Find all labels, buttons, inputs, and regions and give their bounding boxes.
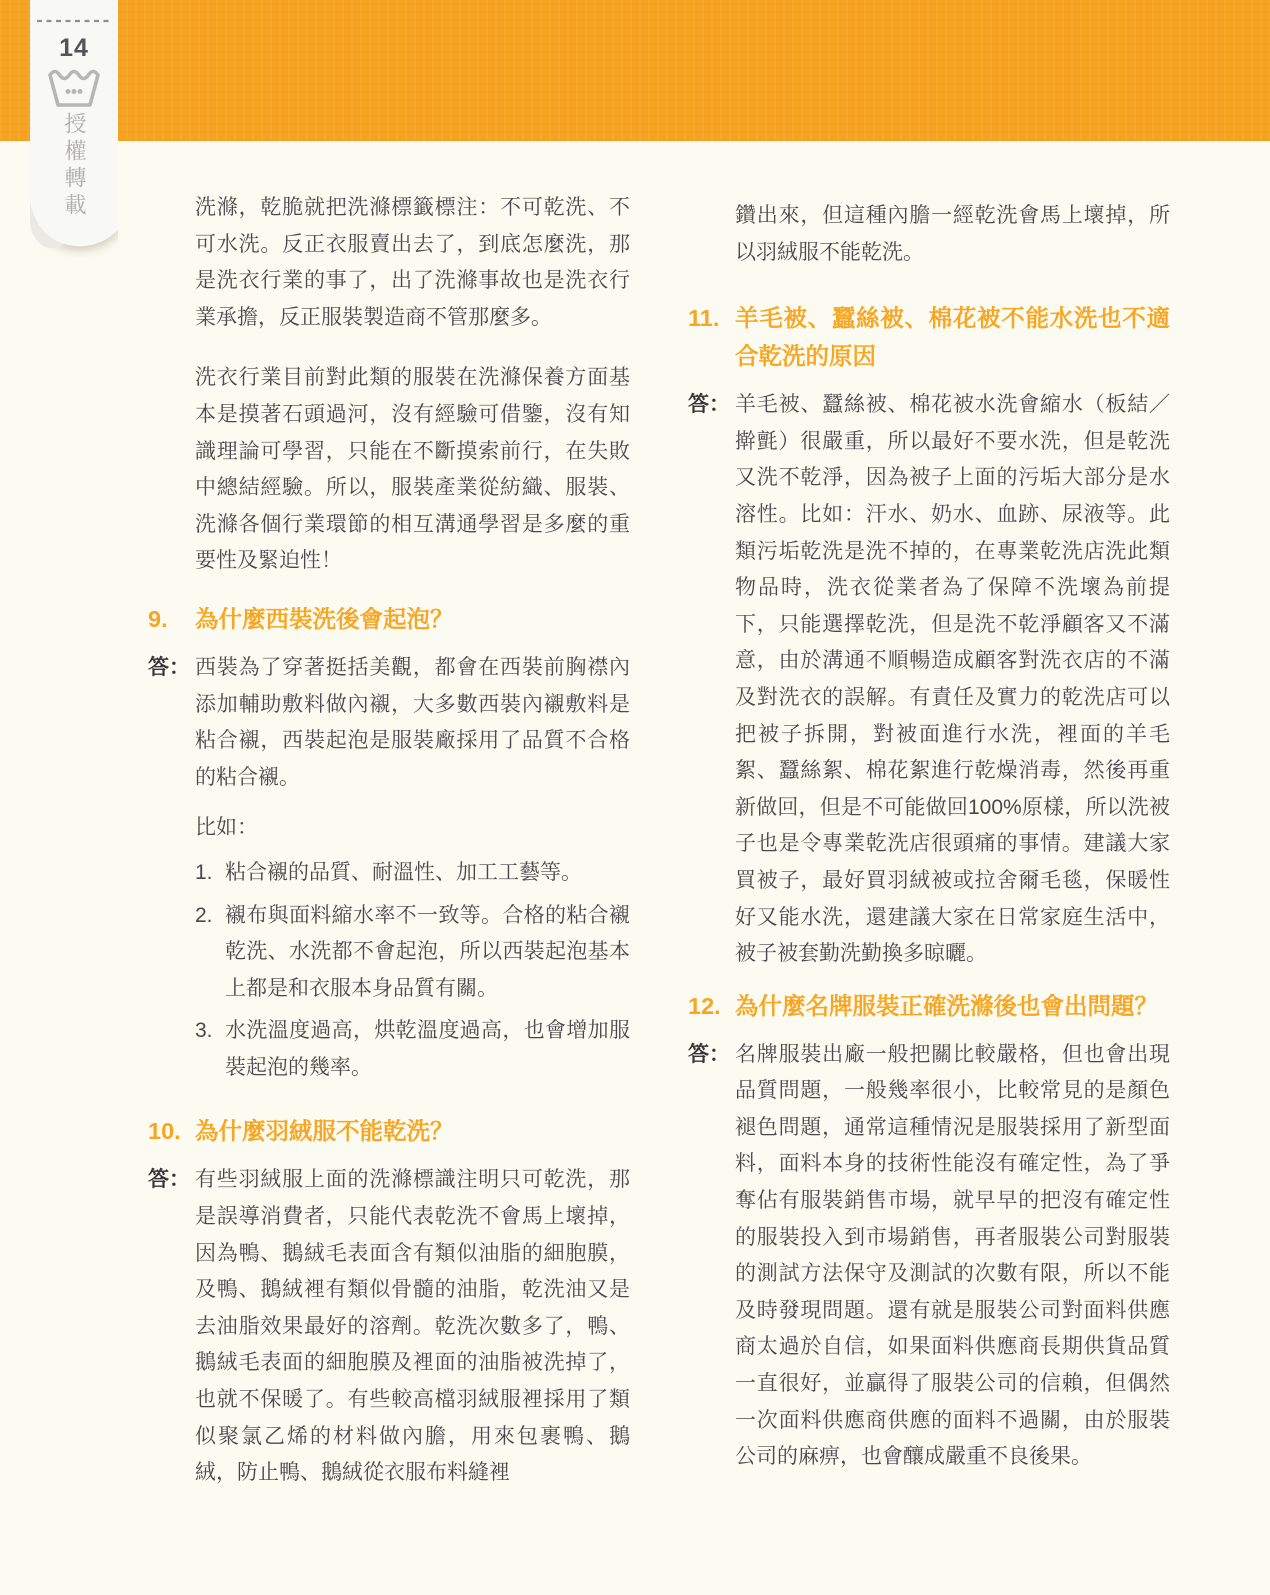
example-label: 比如：: [195, 816, 258, 840]
section-9-heading: [148, 600, 630, 638]
page-number: 14: [59, 34, 89, 62]
answer-text: 有些羽絨服上面的洗滌標識注明只可乾洗，那是誤導消費者，只能代表乾洗不會馬上壞掉，因為鴨、鵝絨毛表面含有類似油脂的細胞膜，及鴨、鵝絨裡有類似骨髓的油脂，乾洗油又是去油脂效果最好的溶劑。乾洗次數多了，鴨、鵝絨毛表面的細胞膜及裡面的油脂被洗掉了，也就不保暖了。有些較高檔羽絨服裡採用了類似聚氯乙烯的材料做內膽，用來包裹鴨、鵝絨，防止鴨、鵝絨從衣服布料縫裡: [195, 1168, 630, 1485]
list-item-1: [148, 855, 630, 892]
list-text: 水洗溫度過高，烘乾溫度過高，也會增加服裝起泡的幾率。: [225, 1019, 630, 1079]
section-10-heading: [148, 1112, 630, 1150]
section-11-number: 11.: [688, 305, 720, 332]
list-text: 襯布與面料縮水率不一致等。合格的粘合襯乾洗、水洗都不會起泡，所以西裝起泡基本上都是和衣服本身品質有關。: [225, 903, 630, 1000]
list-number: 1.: [195, 860, 213, 884]
column-right: [688, 190, 1170, 1476]
section-9-answer: [148, 650, 630, 796]
answer-text: 羊毛被、蠶絲被、棉花被水洗會縮水（板結／擀氈）很嚴重，所以最好不要水洗，但是乾洗又洗不乾淨，因為被子上面的污垢大部分是水溶性。比如：汗水、奶水、血跡、尿液等。此類污垢乾洗是洗不掉的，在專業乾洗店洗此類物品時，洗衣從業者為了保障不洗壞為前提下，只能選擇乾洗，但是洗不乾淨顧客又不滿意，由於溝通不順暢造成顧客對洗衣店的不滿及對洗衣的誤解。有責任及實力的乾洗店可以把被子拆開，對被面進行水洗，裡面的羊毛絮、蠶絲絮、棉花絮進行乾燥消毒，然後再重新做回，但是不可能做回100%原樣，所以洗被子也是令專業乾洗店很頭痛的事情。建議大家買被子，最好買羽絨被或拉舍爾毛毯，保暖性好又能水洗，還建議大家在日常家庭生活中，被子被套勤洗勤換多晾曬。: [735, 393, 1170, 966]
list-text: 粘合襯的品質、耐溫性、加工工藝等。: [225, 860, 582, 884]
list-number: 2.: [195, 903, 213, 927]
section-11-answer: [688, 387, 1170, 973]
section-9-number: 9.: [148, 605, 168, 632]
bookmark-tab: [30, 0, 118, 266]
answer-label: 答：: [688, 1042, 730, 1066]
answer-label: 答：: [688, 393, 730, 417]
answer-text: 名牌服裝出廠一般把關比較嚴格，但也會出現品質問題，一般幾率很小，比較常見的是顏色褪色問題，通常這種情況是服裝採用了新型面料，面料本身的技術性能沒有確定性，為了爭奪佔有服裝銷售市場，就早早的把沒有確定性的服裝投入到市場銷售，再者服裝公司對服裝的測試方法保守及測試的次數有限，所以不能及時發現問題。還有就是服裝公司對面料供應商太過於自信，如果面料供應商長期供貨品質一直很好，並贏得了服裝公司的信賴，但偶然一次面料供應商供應的面料不過關，由於服裝公司的麻痹，也會釀成嚴重不良後果。: [735, 1042, 1170, 1469]
answer-label: 答：: [148, 1168, 190, 1192]
wash-tub-icon: [47, 66, 101, 110]
list-item-3: [148, 1013, 630, 1086]
answer-text: 西裝為了穿著挺括美觀，都會在西裝前胸襟內添加輔助敷料做內襯，大多數西裝內襯敷料是粘合襯，西裝起泡是服裝廠採用了品質不合格的粘合襯。: [195, 655, 630, 789]
intro-paragraph-1: 洗滌，乾脆就把洗滌標籤標注：不可乾洗、不可水洗。反正衣服賣出去了，到底怎麼洗，那是洗衣行業的事了，出了洗滌事故也是洗衣行業承擔，反正服裝製造商不管那麼多。: [195, 196, 630, 329]
section-10-answer: [148, 1162, 630, 1491]
section-12-number: 12.: [688, 992, 721, 1019]
section-9-title: 為什麼西裝洗後會起泡？: [195, 605, 454, 632]
list-item-2: [148, 898, 630, 1008]
answer-label: 答：: [148, 655, 190, 679]
section-10-title: 為什麼羽絨服不能乾洗？: [195, 1118, 454, 1145]
continued-paragraph: 鑽出來，但這種內膽一經乾洗會馬上壞掉，所以羽絨服不能乾洗。: [735, 204, 1170, 264]
section-12-heading: [688, 987, 1170, 1025]
intro-paragraph-2: 洗衣行業目前對此類的服裝在洗滌保養方面基本是摸著石頭過河，沒有經驗可借鑒，沒有知識理論可學習，只能在不斷摸索前行，在失敗中總結經驗。所以，服裝產業從紡織、服裝、洗滌各個行業環節的相互溝通學習是多麼的重要性及緊迫性！: [195, 366, 630, 573]
column-left: [148, 190, 630, 1492]
list-number: 3.: [195, 1019, 213, 1043]
section-11-heading: [688, 299, 1170, 375]
section-11-title: 羊毛被、蠶絲被、棉花被不能水洗也不適合乾洗的原因: [735, 305, 1170, 370]
section-10-number: 10.: [148, 1118, 181, 1145]
section-12-title: 為什麼名牌服裝正確洗滌後也會出問題？: [735, 992, 1158, 1019]
tab-vertical-label: 授權轉載: [62, 112, 87, 220]
section-12-answer: [688, 1037, 1170, 1476]
header-band: [0, 0, 1270, 141]
